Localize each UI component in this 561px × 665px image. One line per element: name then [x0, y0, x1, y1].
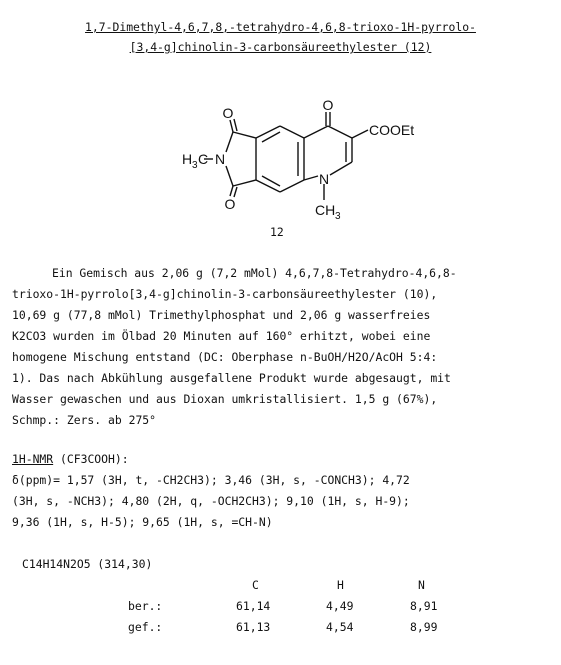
analysis-calc-h: 4,49 — [326, 599, 354, 613]
ring-nitrogen-label: N — [319, 171, 330, 187]
oxygen-label-bottom: O — [224, 196, 236, 212]
analysis-row-label-calc: ber.: — [128, 599, 163, 613]
analysis-found-n: 8,99 — [410, 620, 438, 634]
nmr-heading-row — [12, 452, 129, 466]
procedure-line-2: trioxo-1H-pyrrolo[3,4-g]chinolin-3-carbonsäureethylester (10), — [12, 287, 438, 301]
ester-group-label: COOEt — [369, 122, 415, 138]
oxygen-label-top-right: O — [322, 100, 334, 113]
procedure-line-3: 10,69 g (77,8 mMol) Trimethylphosphat und 2,06 g wasserfreies — [12, 308, 431, 322]
methyl-label-left-c: C — [198, 151, 209, 167]
analysis-calc-n: 8,91 — [410, 599, 438, 613]
compound-number: 12 — [270, 225, 284, 239]
compound-title-line-2: [3,4-g]chinolin-3-carbonsäureethylester (12) — [129, 40, 432, 54]
imide-nitrogen-label: N — [215, 151, 226, 167]
analysis-header-c: C — [252, 578, 259, 592]
analysis-header-n: N — [418, 578, 425, 592]
oxygen-label-top-left: O — [222, 105, 234, 121]
procedure-line-8: Schmp.: Zers. ab 275° — [12, 413, 157, 427]
nmr-line-1: δ(ppm)= 1,57 (3H, t, -CH2CH3); 3,46 (3H, s, -CONCH3); 4,72 — [12, 473, 410, 487]
procedure-line-4: K2CO3 wurden im Ölbad 20 Minuten auf 160° erhitzt, wobei eine — [12, 329, 431, 343]
chemical-structure — [178, 100, 428, 220]
analysis-header-h: H — [337, 578, 344, 592]
procedure-line-6: 1). Das nach Abkühlung ausgefallene Produkt wurde abgesaugt, mit — [12, 371, 451, 385]
analysis-calc-c: 61,14 — [236, 599, 271, 613]
nmr-line-2: (3H, s, -NCH3); 4,80 (2H, q, -OCH2CH3); 9,10 (1H, s, H-9); — [12, 494, 410, 508]
nmr-heading: 1H-NMR — [12, 452, 54, 466]
nmr-line-3: 9,36 (1H, s, H-5); 9,65 (1H, s, =CH-N) — [12, 515, 273, 529]
n-methyl-label-sub: 3 — [335, 211, 341, 220]
analysis-found-h: 4,54 — [326, 620, 354, 634]
methyl-label-left-h: H — [182, 151, 193, 167]
compound-title-line-1: 1,7-Dimethyl-4,6,7,8,-tetrahydro-4,6,8-trioxo-1H-pyrrolo- — [85, 20, 476, 34]
procedure-line-7: Wasser gewaschen und aus Dioxan umkristallisiert. 1,5 g (67%), — [12, 392, 438, 406]
procedure-line-5: homogene Mischung entstand (DC: Oberphase n-BuOH/H2O/AcOH 5:4: — [12, 350, 438, 364]
n-methyl-label-ch: CH — [315, 202, 336, 218]
molecular-formula: C14H14N2O5 (314,30) — [22, 557, 153, 571]
nmr-solvent: (CF3COOH): — [53, 452, 129, 466]
analysis-found-c: 61,13 — [236, 620, 271, 634]
analysis-row-label-found: gef.: — [128, 620, 163, 634]
procedure-line-1: Ein Gemisch aus 2,06 g (7,2 mMol) 4,6,7,8-Tetrahydro-4,6,8- — [52, 266, 457, 280]
methyl-label-left-sub: 3 — [192, 160, 198, 171]
